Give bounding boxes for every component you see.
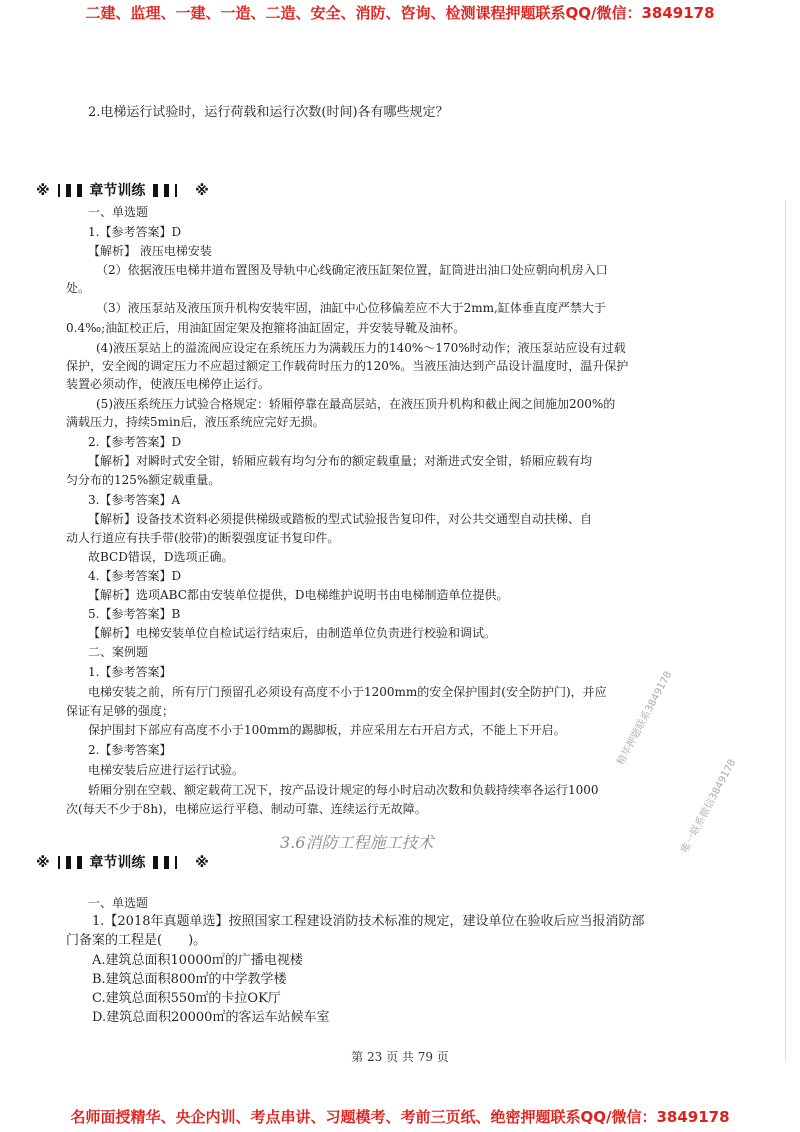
case-answer-1-text: 保护围封下部应有高度不小于100mm的踢脚板，并应采用左右开启方式，不能上下开启。 xyxy=(88,723,566,737)
answer-4-analysis: 【解析】选项ABC都由安装单位提供，D电梯维护说明书由电梯制造单位提供。 xyxy=(88,588,509,602)
option-d: D.建筑总面积20000㎡的客运车站候车室 xyxy=(92,1010,330,1025)
answer-2-analysis: 【解析】对瞬时式安全钳，轿厢应载有均匀分布的额定载重量；对渐进式安全钳，轿厢应载有均 xyxy=(88,454,593,468)
bar-icon xyxy=(58,184,60,197)
answer-3-analysis: 故BCD错误，D选项正确。 xyxy=(88,550,234,564)
option-b: B.建筑总面积800㎡的中学教学楼 xyxy=(92,972,287,987)
bar-icon xyxy=(77,184,82,197)
bar-icon xyxy=(77,856,82,869)
bar-icon xyxy=(153,184,158,197)
answer-1-para: 装置必须动作，使液压电梯停止运行。 xyxy=(66,377,271,391)
answer-3-analysis: 【解析】设备技术资料必须提供梯级或踏板的型式试验报告复印件，对公共交通型自动扶梯、自 xyxy=(88,512,593,526)
answer-1-para: 处。 xyxy=(66,281,91,295)
single-choice-heading-2: 一、单选题 xyxy=(88,896,149,910)
section-title: 3.6消防工程施工技术 xyxy=(280,833,434,852)
case-answer-1: 1.【参考答案】 xyxy=(88,665,172,679)
answer-1-para: 0.4‰;油缸校正后，用油缸固定架及抱箍将油缸固定，并安装导靴及油杯。 xyxy=(66,321,466,335)
answer-1: 1.【参考答案】D xyxy=(88,225,182,239)
option-a: A.建筑总面积10000㎡的广播电视楼 xyxy=(92,953,303,968)
answer-1-para: (5)液压系统压力试验合格规定：轿厢停靠在最高层站，在液压顶升机构和截止阀之间施加200%的 xyxy=(96,397,616,411)
bar-icon xyxy=(164,856,169,869)
question-1: 门备案的工程是( )。 xyxy=(66,933,207,948)
answer-1-para: 保护，安全阀的调定压力不应超过额定工作载荷时压力的120%。当液压油达到产品设计温度时，温升保护 xyxy=(66,359,629,373)
bottom-promo-banner: 名师面授精华、央企内训、考点串讲、习题模考、考前三页纸、绝密押题联系QQ/微信：3849178 xyxy=(70,1108,730,1126)
ornament-left: ※ xyxy=(36,855,50,871)
answer-1-para: (4)液压泵站上的溢流阀应设定在系统压力为满载压力的140%～170%时动作；液压泵站应设有过载 xyxy=(96,341,626,355)
case-answer-2-text: 轿厢分别在空载、额定载荷工况下，按产品设计规定的每小时启动次数和负载持续率各运行1000 xyxy=(88,783,599,797)
question-1: 1.【2018年真题单选】按照国家工程建设消防技术标准的规定，建设单位在验收后应当报消防部 xyxy=(92,914,645,929)
bar-icon xyxy=(175,856,177,869)
answer-2-analysis: 匀分布的125%额定载重量。 xyxy=(66,473,221,487)
single-choice-heading: 一、单选题 xyxy=(88,205,149,219)
answer-1-title: 【解析】 液压电梯安装 xyxy=(88,244,212,258)
option-c: C.建筑总面积550㎡的卡拉OK厅 xyxy=(92,991,281,1006)
bar-icon xyxy=(164,184,169,197)
ornament-right: ※ xyxy=(195,183,209,199)
bar-icon xyxy=(153,856,158,869)
page-number: 第 23 页 共 79 页 xyxy=(351,1050,449,1064)
answer-5: 5.【参考答案】B xyxy=(88,607,181,621)
chapter-heading-2 xyxy=(36,852,209,872)
chapter-label: 章节训练 xyxy=(89,855,146,871)
case-answer-2-text: 电梯安装后应进行运行试验。 xyxy=(88,763,245,777)
top-promo-banner: 二建、监理、一建、一造、二造、安全、消防、咨询、检测课程押题联系QQ/微信：3849178 xyxy=(85,4,715,22)
case-answer-2: 2.【参考答案】 xyxy=(88,743,172,757)
chapter-heading-1 xyxy=(36,180,209,200)
ornament-left: ※ xyxy=(36,183,50,199)
question-2: 2.电梯运行试验时，运行荷载和运行次数(时间)各有哪些规定？ xyxy=(88,105,449,120)
answer-3-analysis: 动人行道应有扶手带(胶带)的断裂强度证书复印件。 xyxy=(66,531,340,545)
answer-1-para: 满载压力，持续5min后，液压系统应完好无损。 xyxy=(66,415,325,429)
watermark-2: 唯一联系微信3849178 xyxy=(679,757,739,856)
case-answer-1-text: 电梯安装之前，所有厅门预留孔必须设有高度不小于1200mm的安全保护围封(安全防护门)，并应 xyxy=(88,685,607,699)
case-heading: 二、案例题 xyxy=(88,645,149,659)
answer-1-para: （3）液压泵站及液压顶升机构安装牢固，油缸中心位移偏差应不大于2mm,缸体垂直度严禁大于 xyxy=(96,301,606,315)
answer-2: 2.【参考答案】D xyxy=(88,435,182,449)
watermark-1: 精华押题联系3849178 xyxy=(615,669,675,768)
bar-icon xyxy=(66,856,71,869)
answer-3: 3.【参考答案】A xyxy=(88,493,181,507)
bar-icon xyxy=(175,184,177,197)
answer-1-para: （2）依据液压电梯井道布置图及导轨中心线确定液压缸架位置，缸筒进出油口处应朝向机房入口 xyxy=(96,263,608,277)
answer-5-analysis: 【解析】电梯安装单位自检试运行结束后，由制造单位负责进行校验和调试。 xyxy=(88,626,497,640)
case-answer-2-text: 次(每天不少于8h)，电梯应运行平稳、制动可靠、连续运行无故障。 xyxy=(66,802,427,816)
answer-4: 4.【参考答案】D xyxy=(88,569,182,583)
ornament-right: ※ xyxy=(195,855,209,871)
scan-edge-line xyxy=(785,200,786,1060)
case-answer-1-text: 保证有足够的强度； xyxy=(66,704,175,718)
bar-icon xyxy=(66,184,71,197)
bar-icon xyxy=(58,856,60,869)
chapter-label: 章节训练 xyxy=(89,183,146,199)
